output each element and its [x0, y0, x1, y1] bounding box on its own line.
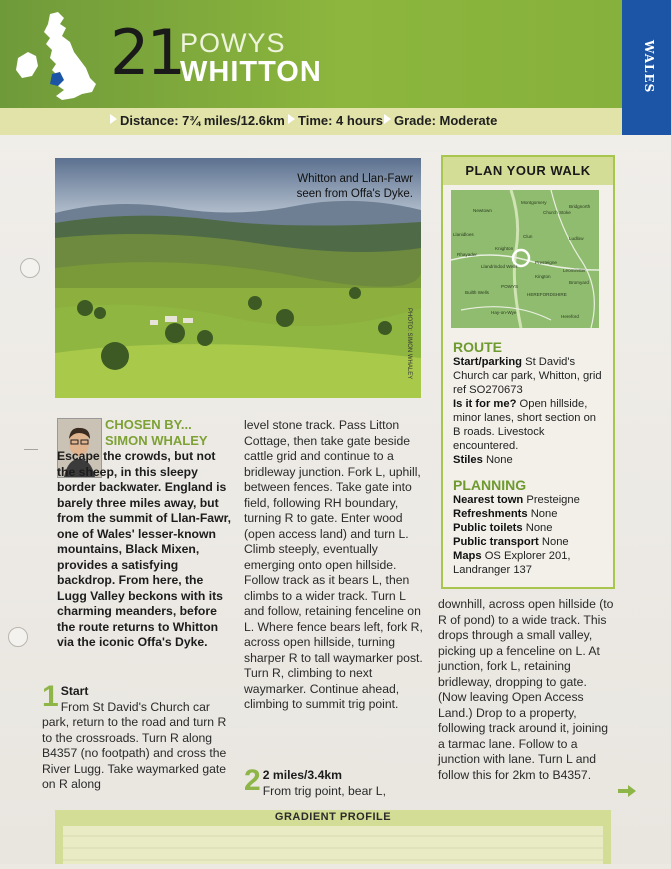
continue-arrow-icon — [618, 785, 636, 797]
svg-text:Bridgnorth: Bridgnorth — [569, 204, 591, 209]
time-stat: Time: 4 hours — [288, 113, 383, 128]
toilets-value: None — [525, 522, 553, 534]
svg-text:Church Stoke: Church Stoke — [543, 210, 571, 215]
chosen-by-label: CHOSEN BY... — [105, 417, 192, 432]
grade-stat: Grade: Moderate — [384, 113, 497, 128]
route-section: ROUTE Start/parking St David's Church car park, Whitton, grid ref SO270673 Is it for me? Open hillside, minor lanes, short section on B roads. Livestock encountered. Stiles None — [453, 339, 605, 467]
gradient-profile — [55, 810, 611, 864]
svg-text:Knighton: Knighton — [495, 246, 514, 251]
step-2 — [244, 764, 429, 799]
town-name: WHITTON — [180, 56, 322, 88]
svg-text:HEREFORDSHIRE: HEREFORDSHIRE — [527, 292, 567, 297]
svg-text:Clun: Clun — [523, 234, 533, 239]
plan-title: PLAN YOUR WALK — [443, 157, 613, 185]
gradient-chart-area — [63, 826, 603, 864]
gradient-title: GRADIENT PROFILE — [274, 811, 392, 823]
svg-text:Newtown: Newtown — [473, 208, 492, 213]
walk-stats-bar — [0, 108, 622, 135]
margin-mark — [24, 449, 38, 450]
triangle-bullet-icon — [110, 114, 117, 124]
planning-heading: PLANNING — [453, 477, 527, 493]
svg-text:Ludlow: Ludlow — [569, 236, 584, 241]
triangle-bullet-icon — [384, 114, 391, 124]
svg-text:POWYS: POWYS — [501, 284, 519, 289]
triangle-bullet-icon — [288, 114, 295, 124]
svg-text:Hereford: Hereford — [561, 314, 579, 319]
svg-text:Montgomery: Montgomery — [521, 200, 547, 205]
route-number: 21 — [110, 16, 183, 89]
stiles-value: None — [485, 454, 513, 466]
uk-map-icon — [8, 8, 108, 108]
intro-text: Escape the crowds, but not the sheep, in this sleepy border backwater. England is barely three miles away, but from the summit of Llan-Fawr, one of Wales' lesser-known mountains, Black Mixen, provides a satisfying backdrop. From here, the Lugg Valley beckons with its charming meanders, before the route returns to Whitton via the iconic Offa's Dyke. — [57, 449, 232, 649]
landscape-photo — [55, 158, 421, 398]
step-text: From trig point, bear L, — [262, 783, 386, 798]
region-tab — [622, 0, 671, 135]
maps-value: OS Explorer 201, Landranger 137 — [453, 550, 571, 576]
step-number: 2 — [244, 764, 261, 797]
start-value: St David's Church car park, Whitton, grid ref SO270673 — [453, 356, 602, 396]
planning-section: PLANNING Nearest town Presteigne Refreshments None Public toilets None Public transport None Maps OS Explorer 201, Landranger 137 — [453, 477, 605, 577]
svg-text:Bromyard: Bromyard — [569, 280, 589, 285]
svg-text:Llanidloes: Llanidloes — [453, 232, 474, 237]
step-text: From St David's Church car park, return to the road and turn R to the crossroads. Turn R along B4357 (no footpath) and cross the River Lugg. Take waymarked gate on R along — [42, 699, 227, 791]
refreshments-value: None — [530, 508, 558, 520]
binder-hole — [20, 258, 40, 278]
step-heading: Start — [60, 684, 89, 698]
photo-credit: PHOTO: SIMON WHALEY — [406, 308, 412, 380]
for-me-value: Open hillside, minor lanes, short section on B roads. Livestock encountered. — [453, 398, 597, 452]
svg-text:Presteigne: Presteigne — [535, 260, 557, 265]
county-name: POWYS — [180, 28, 286, 58]
distance-stat: Distance: 7¾ miles/12.6km — [110, 113, 285, 128]
svg-text:Rhayader: Rhayader — [457, 252, 477, 257]
region-label: WALES — [642, 40, 656, 94]
gradient-grid — [63, 826, 603, 864]
binder-hole — [8, 627, 28, 647]
plan-your-walk-panel — [441, 155, 615, 589]
svg-text:Leominster: Leominster — [563, 268, 586, 273]
svg-text:Hay-on-Wye: Hay-on-Wye — [491, 310, 517, 315]
step-2-continued: downhill, across open hillside (to R of pond) to a wide track. This drops through a small valley, picking up a fenceline on L. At junction, fork L, retaining bridleway, dropping to gate. (Now leaving Open Access Land.) Drop to a property, following track around it, joining a tarmac lane. Follow to a junction with lane. Turn L and follow this for 2km to B4357. — [438, 597, 614, 782]
photo-caption: Whitton and Llan-Fawr seen from Offa's Dyke. — [296, 173, 413, 200]
step-heading: 2 miles/3.4km — [262, 768, 342, 782]
route-heading: ROUTE — [453, 339, 502, 355]
step-number: 1 — [42, 680, 59, 713]
intro-header — [105, 417, 235, 448]
step-1 — [42, 680, 235, 793]
svg-text:Llandrindod Wells: Llandrindod Wells — [481, 264, 518, 269]
route-map — [451, 190, 599, 328]
nearest-town-value: Presteigne — [526, 494, 580, 506]
page-header — [0, 0, 622, 110]
svg-text:Builth Wells: Builth Wells — [465, 290, 489, 295]
author-name: SIMON WHALEY — [105, 432, 208, 448]
step-1-continued: level stone track. Pass Litton Cottage, then take gate beside cattle grid and continue to a bridleway junction. Fork L, uphill, between fences. Take gate into field, following RH boundary, turning R to gate. Enter wood (open access land) and turn L. Climb steeply, eventually emerging onto open hillside. Follow track as it bears L, then climbs to a wider track. Turn L and follow, retaining fenceline on L. Where fence bears left, fork R, across open hillside, turning sharper R to tall waymarker post. Turn R, climbing to next waymarker. Continue ahead, climbing to summit trig point. — [244, 418, 423, 711]
svg-text:Kington: Kington — [535, 274, 551, 279]
transport-value: None — [541, 536, 569, 548]
